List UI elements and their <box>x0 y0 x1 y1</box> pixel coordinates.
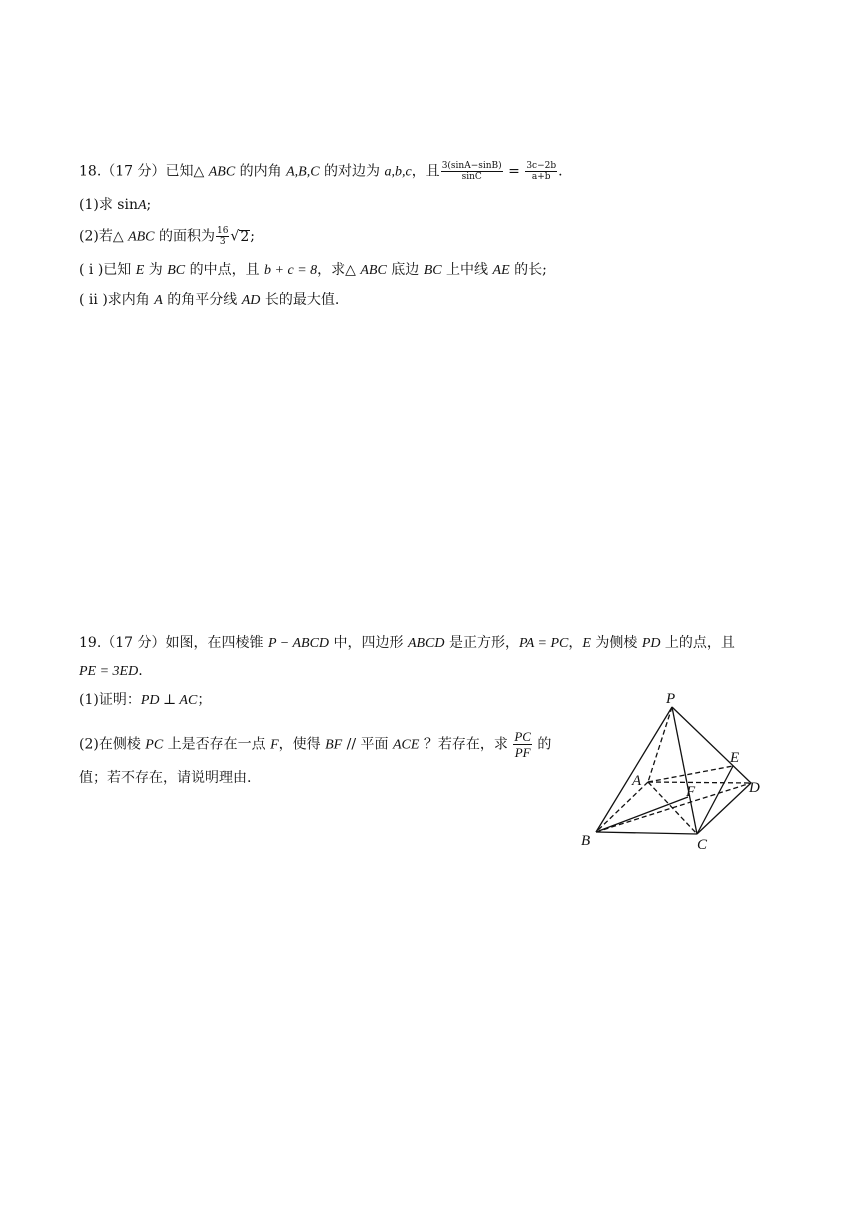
q18-sub-ii-text: ( ⅱ )求内角 <box>79 292 155 308</box>
q19-part1-text: (1)证明： <box>79 692 141 708</box>
q18-part2-triangle: ABC <box>128 229 155 245</box>
q18-part1-end: ; <box>146 197 152 213</box>
q18-sub-i-text: 的中点，且 <box>185 262 265 278</box>
segment-AE-hidden <box>648 766 733 782</box>
sqrt-sign: √ <box>230 228 240 245</box>
segment-BD-hidden <box>596 783 751 832</box>
edge-PC <box>672 707 697 834</box>
fraction-denominator: a+b <box>531 172 551 182</box>
var-AD: AD <box>241 293 261 308</box>
q18-fraction-left <box>441 161 503 182</box>
q19-part2-text: 值；若不存在，请说明理由. <box>79 770 252 786</box>
q19-part2-line2 <box>79 769 251 787</box>
q18-sub-i-text: 的长; <box>509 262 547 278</box>
q18-score: （17 分） <box>101 163 166 180</box>
q19-text: 为侧棱 <box>590 635 642 651</box>
q19-part2 <box>79 729 551 760</box>
q19-stem <box>79 634 735 653</box>
q19-stem-line2 <box>79 662 143 681</box>
fraction-denominator: PF <box>514 745 531 760</box>
q18-part2-end: ; <box>250 228 255 245</box>
q18-area-fraction <box>216 226 229 247</box>
var-PC: PC <box>145 737 164 753</box>
var-ABC: ABC <box>360 263 387 278</box>
q19-part2-text: 上是否存在一点 <box>163 736 271 753</box>
expr-PD-perp-AC: PD ⊥ AC <box>140 693 198 708</box>
q19-part2-text: // 平面 <box>342 736 393 753</box>
label-B: B <box>581 833 591 849</box>
q18-sub-i-text: 为 <box>144 262 168 278</box>
period: . <box>558 163 563 180</box>
var-F: F <box>270 737 279 753</box>
label-D: D <box>749 780 760 796</box>
q18-text: 已知△ <box>165 163 209 180</box>
q19-text: 中，四边形 <box>329 635 408 651</box>
q19-text: ， <box>568 635 583 651</box>
q19-part2-text: ，使得 <box>278 736 326 753</box>
q18-fraction-right <box>525 161 557 182</box>
pyramid-figure <box>560 680 810 860</box>
var-ABCD: ABCD <box>407 636 445 651</box>
segment-CE <box>697 766 733 834</box>
q18-sub-i-text: ( ⅰ )已知 <box>79 262 136 278</box>
q18-part2-i <box>79 261 547 280</box>
var-BC: BC <box>423 263 442 278</box>
q18-sub-ii-text: 的角平分线 <box>162 292 242 308</box>
var-A: A <box>154 293 163 308</box>
var-AE: AE <box>492 263 510 278</box>
var-pyramid: P − ABCD <box>267 636 330 651</box>
q18-sides: a,b,c <box>384 164 412 180</box>
q18-sub-i-text: 上中线 <box>441 262 493 278</box>
q18-part2-text: 的面积为 <box>154 228 215 245</box>
edge-PA-hidden <box>648 707 672 782</box>
var-PD: PD <box>641 636 661 651</box>
label-E: E <box>730 750 740 766</box>
q18-part2 <box>79 226 255 247</box>
q18-stem <box>79 161 563 182</box>
fraction-denominator: sinC <box>461 172 482 182</box>
q19-part2-text: 的 <box>532 736 552 753</box>
period: . <box>138 663 143 679</box>
edge-PB <box>596 707 672 832</box>
q19-part1-end: ； <box>197 692 212 708</box>
q19-score: （17 分） <box>101 635 166 651</box>
q19-text: 是正方形， <box>444 635 519 651</box>
q18-number: 18. <box>79 163 102 180</box>
q18-text: 的对边为 <box>319 163 385 180</box>
condition-PE-3ED: PE = 3ED <box>79 664 139 679</box>
q18-part1-var: A <box>137 198 147 213</box>
q19-text: 如图，在四棱锥 <box>165 635 268 651</box>
q19-part1 <box>79 691 211 710</box>
edge-AD-hidden <box>648 782 751 783</box>
q18-part1 <box>79 196 151 215</box>
edge-CD <box>697 783 751 834</box>
q19-text: 上的点，且 <box>660 635 735 651</box>
edge-PD <box>672 707 751 783</box>
q18-part2-text: (2)若△ <box>79 228 129 245</box>
sqrt-radicand: 2 <box>240 228 250 245</box>
var-ACE: ACE <box>393 737 420 753</box>
segment-BF <box>596 797 688 832</box>
q18-text: ，且 <box>411 163 440 180</box>
q18-part1-text: (1)求 sin <box>79 197 138 213</box>
q19-ratio-fraction <box>513 729 532 760</box>
label-C: C <box>697 837 708 853</box>
q19-part2-text: (2)在侧棱 <box>79 736 146 753</box>
q18-part2-ii <box>79 291 339 310</box>
q19-number: 19. <box>79 635 102 651</box>
var-E: E <box>582 636 591 651</box>
condition-b-plus-c: b + c = 8 <box>264 263 318 278</box>
var-E: E <box>135 263 145 278</box>
equals-sign: = <box>503 163 525 180</box>
q18-angles: A,B,C <box>286 164 320 180</box>
q18-sub-i-text: ，求△ <box>317 262 361 278</box>
var-BC: BC <box>167 263 186 278</box>
fraction-numerator: 16 <box>216 226 229 236</box>
q18-text: 的内角 <box>235 163 287 180</box>
q19-part2-text: ？若存在，求 <box>419 736 513 753</box>
fraction-numerator: 3(sinA−sinB) <box>441 161 502 171</box>
fraction-numerator: 3c−2b <box>526 161 557 171</box>
fraction-denominator: 3 <box>219 237 226 247</box>
condition-PA-PC: PA = PC <box>518 636 569 651</box>
q18-sub-i-text: 底边 <box>386 262 424 278</box>
label-P: P <box>666 691 676 707</box>
fraction-numerator: PC <box>514 729 531 744</box>
label-F: F <box>686 784 696 800</box>
q18-sub-ii-text: 长的最大值. <box>260 292 340 308</box>
label-A: A <box>632 773 642 789</box>
edge-BC <box>596 832 697 834</box>
var-BF: BF <box>325 737 343 753</box>
q18-triangle: ABC <box>208 164 236 180</box>
